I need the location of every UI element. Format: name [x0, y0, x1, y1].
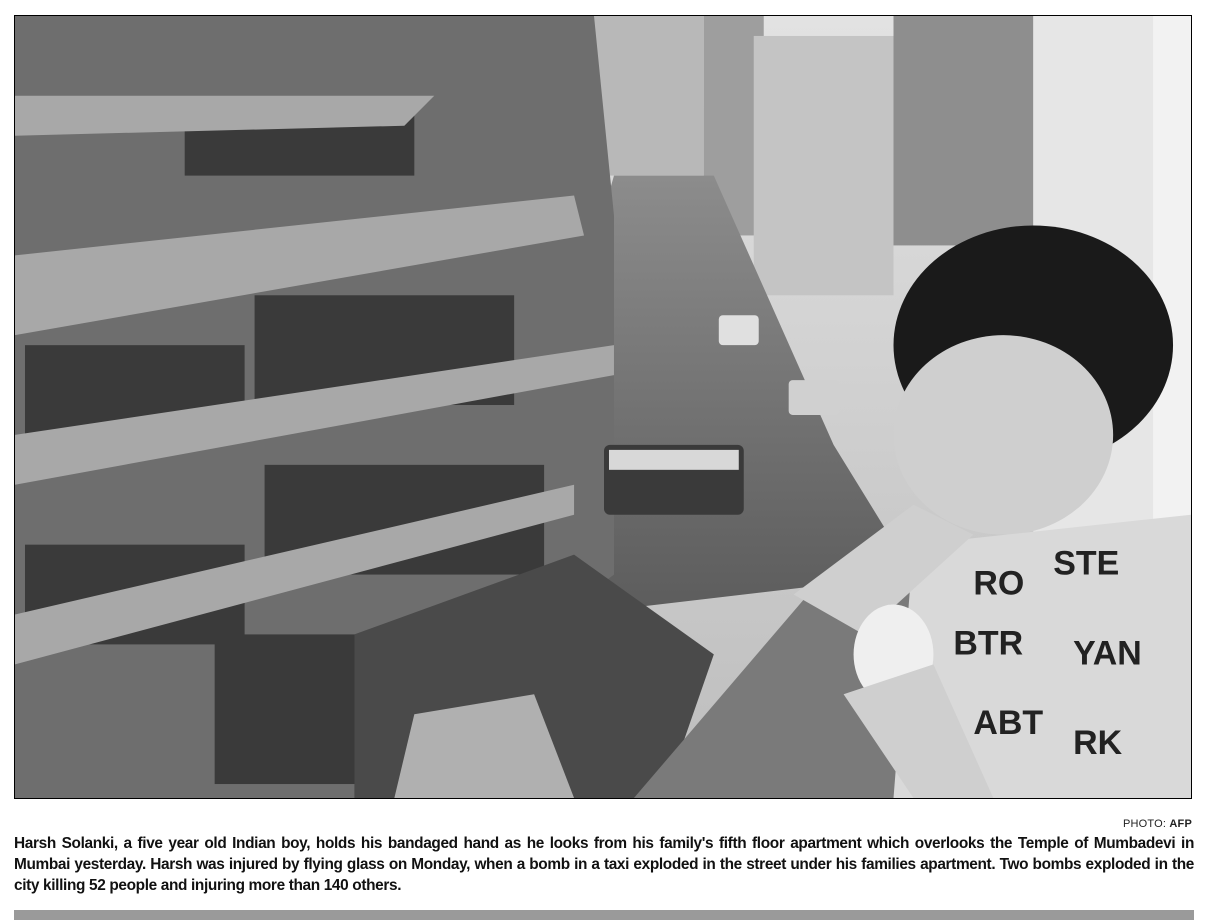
photo-credit-prefix: PHOTO: — [1122, 818, 1170, 830]
photo-caption: Harsh Solanki, a five year old Indian boy, holds his bandaged hand as he looks from his family's fifth floor apartment which overlooks the Temple of Mumbadevi in Mumbai yesterday. Harsh was injured by flying glass on Monday, when a bomb in a taxi exploded in the street under his families apartment. Two bombs exploded in the city killing 52 people and injuring more than 140 others. — [14, 835, 1194, 894]
svg-text:BTR: BTR — [953, 624, 1024, 663]
photo-credit-source: AFP — [1169, 818, 1192, 830]
news-photo — [14, 15, 1192, 799]
svg-text:RO: RO — [973, 564, 1025, 603]
bottom-rule — [14, 910, 1194, 920]
photo-illustration — [15, 16, 1191, 798]
svg-text:STE: STE — [1053, 544, 1120, 583]
svg-text:RK: RK — [1073, 724, 1123, 763]
photo-credit — [1123, 818, 1192, 830]
svg-text:ABT: ABT — [973, 704, 1044, 743]
svg-text:YAN: YAN — [1073, 634, 1142, 673]
